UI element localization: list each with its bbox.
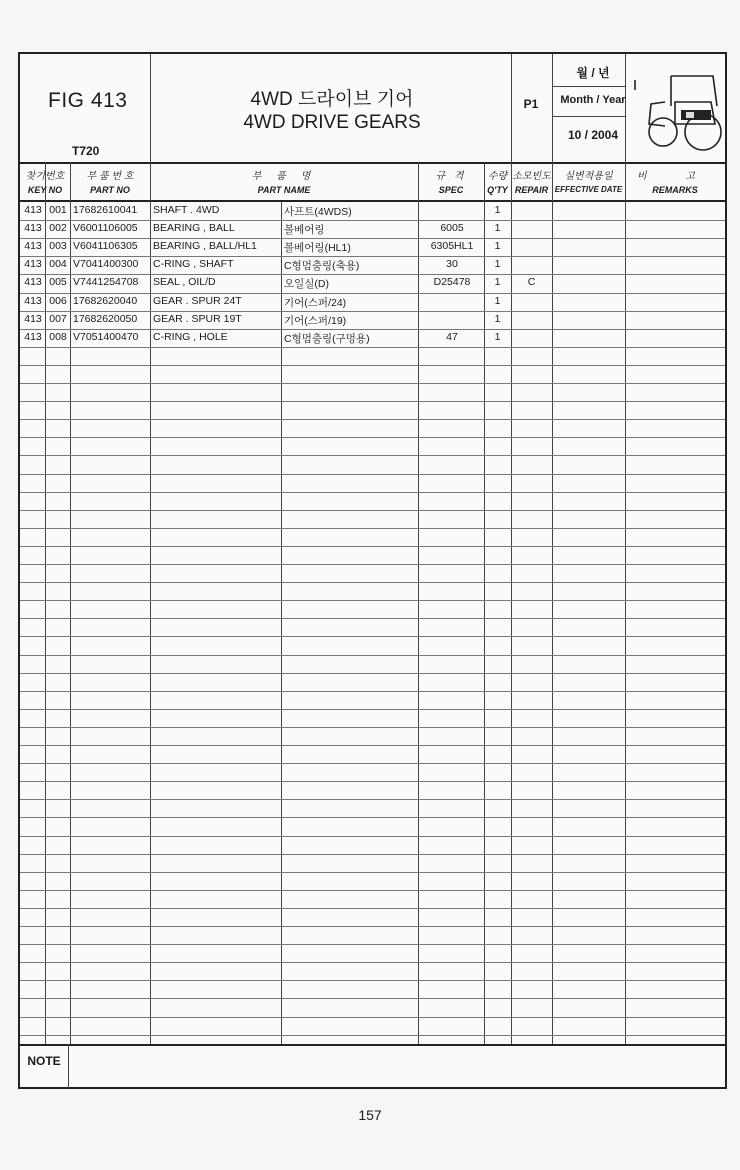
cell-spec: 30 xyxy=(446,258,458,271)
repair-header-ko: 소모빈도 xyxy=(512,171,551,182)
cell-part-no: 17682610041 xyxy=(73,204,138,216)
qty-header-en: Q'TY xyxy=(487,185,508,195)
cell-name-en: GEAR . SPUR 19T xyxy=(153,312,242,325)
effective-header-ko: 실변적용일 xyxy=(564,171,613,182)
cell-name-en: BEARING , BALL/HL1 xyxy=(153,240,257,253)
cell-key: 001 xyxy=(49,204,67,216)
cell-qty: 1 xyxy=(494,312,501,325)
cell-part-no: V7051400470 xyxy=(73,330,139,343)
cell-name-ko: C형멈춤링(구멍용) xyxy=(284,332,370,345)
remarks-header-en: REMARKS xyxy=(652,185,698,195)
key-header-ko: 찾기번호 xyxy=(25,171,65,182)
cell-key: 004 xyxy=(49,258,67,271)
cell-name-en: SEAL , OIL/D xyxy=(153,276,216,289)
name-header-ko: 부 품 명 xyxy=(251,171,317,182)
issue-date: 10 / 2004 xyxy=(567,128,619,142)
cell-part-no: 17682620040 xyxy=(73,294,138,307)
part-header-en: PART NO xyxy=(90,185,130,195)
remarks-header-ko: 비 고 xyxy=(636,171,714,182)
cell-repair: C xyxy=(527,276,536,289)
cell-spec: 6305HL1 xyxy=(430,240,474,253)
cell-name-en: GEAR . SPUR 24T xyxy=(153,294,242,307)
table-row xyxy=(20,329,725,347)
cell-name-ko: 오일실(D) xyxy=(284,278,330,291)
cell-spec: 6005 xyxy=(440,222,464,235)
cell-fig: 413 xyxy=(24,294,42,307)
table-row xyxy=(20,202,725,220)
cell-part-no: V7041400300 xyxy=(73,258,139,271)
figure-number: FIG 413 xyxy=(48,89,128,112)
table-row xyxy=(20,256,725,274)
cell-qty: 1 xyxy=(494,294,501,307)
cell-name-ko: C형멈춤링(축용) xyxy=(284,260,360,273)
cell-name-ko: 기어(스퍼/19) xyxy=(284,314,347,327)
cell-key: 003 xyxy=(49,240,67,253)
cell-part-no: 17682620050 xyxy=(73,312,138,325)
tractor-icon xyxy=(631,66,723,156)
cell-key: 005 xyxy=(49,276,67,289)
month-year-korean: 월 / 년 xyxy=(576,66,610,80)
cell-part-no: V7441254708 xyxy=(73,276,139,289)
cell-spec: D25478 xyxy=(433,276,471,289)
cell-qty: 1 xyxy=(494,222,501,235)
cell-fig: 413 xyxy=(24,204,42,216)
cell-fig: 413 xyxy=(24,222,42,235)
effective-header-en: EFFECTIVE DATE xyxy=(554,185,623,194)
cell-part-no: V6001106005 xyxy=(73,222,138,235)
cell-name-ko: 기어(스퍼/24) xyxy=(284,296,347,309)
cell-qty: 1 xyxy=(494,204,501,216)
cell-key: 008 xyxy=(49,330,67,343)
page-number: 157 xyxy=(358,1107,382,1123)
cell-key: 006 xyxy=(49,294,67,307)
table-row xyxy=(20,238,725,256)
cell-name-ko: 사프트(4WDS) xyxy=(284,206,352,218)
cell-name-en: C-RING , SHAFT xyxy=(153,258,234,271)
cell-name-en: SHAFT . 4WD xyxy=(153,204,220,216)
title-english: 4WD DRIVE GEARS xyxy=(243,112,421,133)
cell-fig: 413 xyxy=(24,240,42,253)
title-korean: 4WD 드라이브 기어 xyxy=(250,89,414,110)
cell-qty: 1 xyxy=(494,330,501,343)
cell-qty: 1 xyxy=(494,240,501,253)
key-header-en: KEY NO xyxy=(27,185,63,195)
table-row xyxy=(20,293,725,311)
cell-key: 007 xyxy=(49,312,67,325)
month-year-english: Month / Year xyxy=(560,94,626,106)
cell-name-en: C-RING , HOLE xyxy=(153,330,228,343)
cell-key: 002 xyxy=(49,222,67,235)
qty-header-ko: 수량 xyxy=(487,171,508,182)
cell-name-ko: 볼베어링 xyxy=(284,224,325,237)
part-header-ko: 부 품 번 호 xyxy=(86,171,134,182)
cell-spec: 47 xyxy=(446,330,458,343)
parts-sheet xyxy=(18,52,727,1089)
spec-header-ko: 규 격 xyxy=(435,171,467,182)
cell-fig: 413 xyxy=(24,330,42,343)
cell-name-ko: 볼베어링(HL1) xyxy=(284,242,351,255)
cell-name-en: BEARING , BALL xyxy=(153,222,235,235)
cell-qty: 1 xyxy=(494,276,501,289)
name-header-en: PART NAME xyxy=(257,185,311,195)
repair-header-en: REPAIR xyxy=(514,185,549,195)
cell-part-no: V6041106305 xyxy=(73,240,138,253)
model-code: T720 xyxy=(72,144,100,158)
table-row xyxy=(20,311,725,329)
page-code: P1 xyxy=(523,97,539,111)
table-row xyxy=(20,220,725,238)
note-label: NOTE xyxy=(27,1054,61,1068)
spec-header-en: SPEC xyxy=(438,185,464,195)
cell-fig: 413 xyxy=(24,312,42,325)
cell-qty: 1 xyxy=(494,258,501,271)
table-row xyxy=(20,274,725,292)
cell-fig: 413 xyxy=(24,276,42,289)
cell-fig: 413 xyxy=(24,258,42,271)
